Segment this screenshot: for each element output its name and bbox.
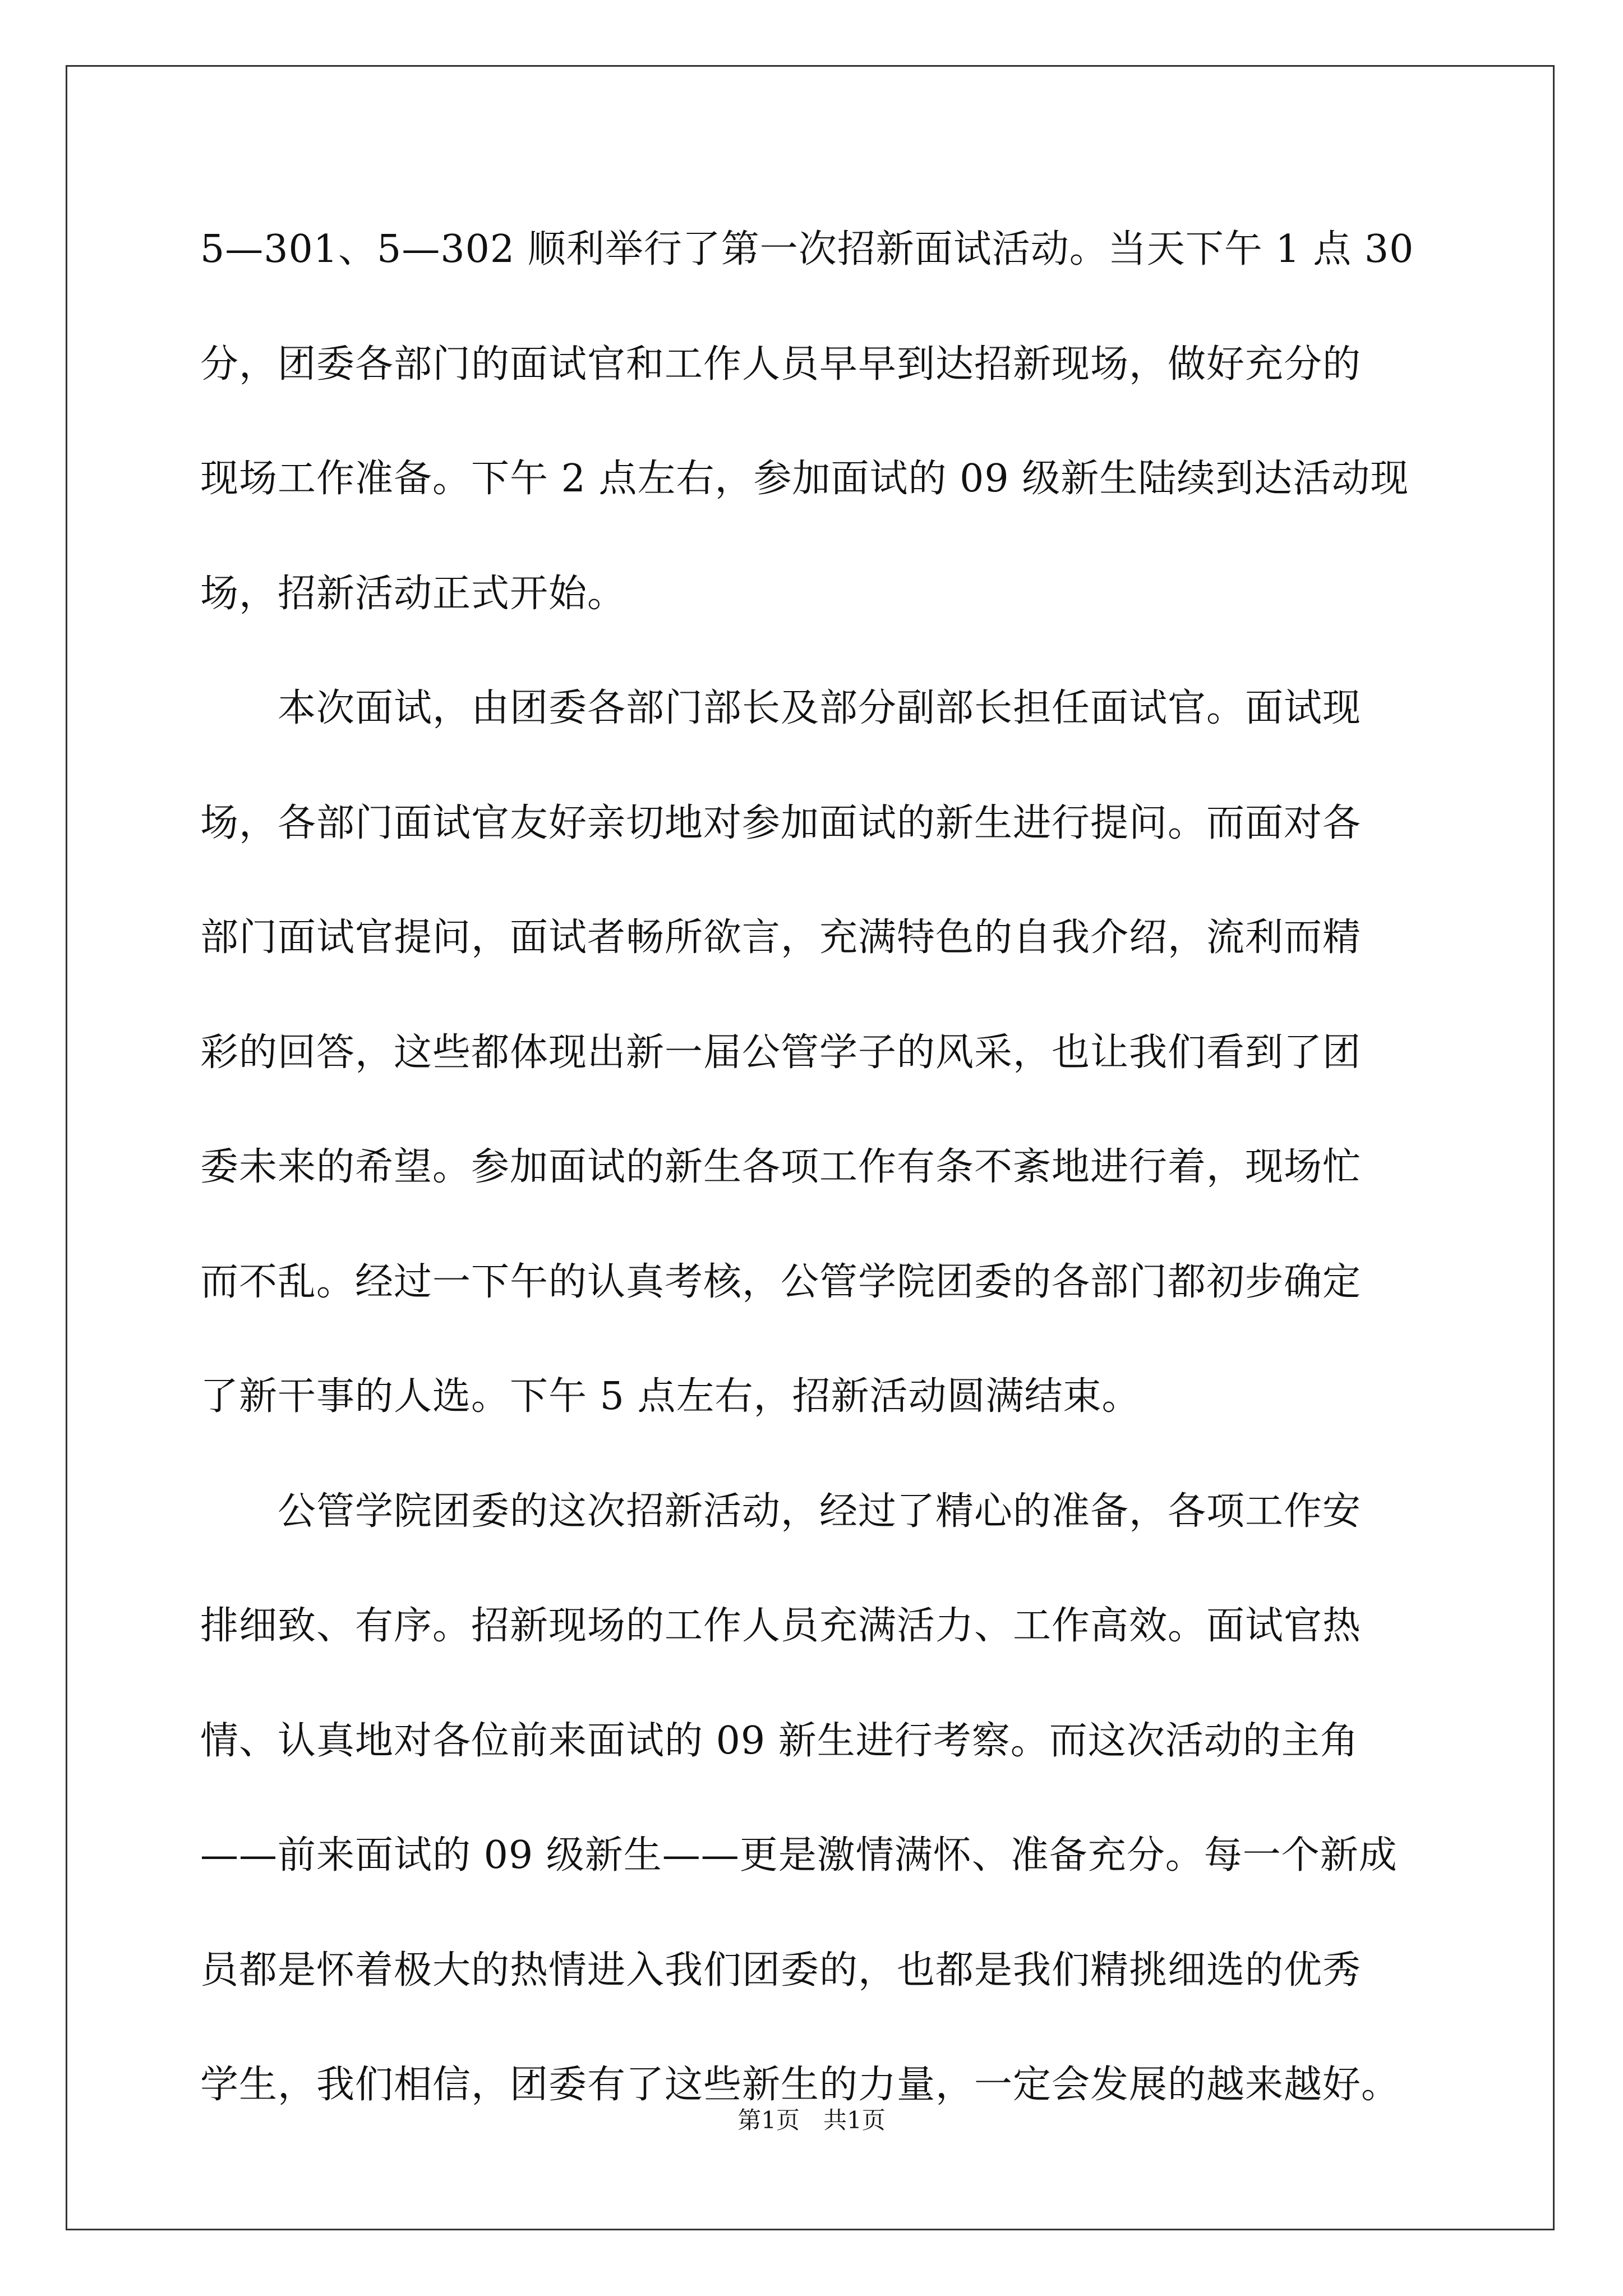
text-line-7: 部门面试官提问，面试者畅所欲言，充满特色的自我介绍，流利而精 (200, 915, 1362, 960)
page-number-footer: 第1页 共1页 (737, 2106, 886, 2134)
document-body (200, 222, 1445, 2172)
text-line-5: 本次面试，由团委各部门部长及部分副部长担任面试官。面试现 (200, 686, 1362, 730)
text-line-6: 场，各部门面试官友好亲切地对参加面试的新生进行提问。而面对各 (200, 800, 1362, 845)
text-line-16: 员都是怀着极大的热情进入我们团委的，也都是我们精挑细选的优秀 (200, 1948, 1362, 1993)
text-line-9: 委未来的希望。参加面试的新生各项工作有条不紊地进行着，现场忙 (200, 1145, 1362, 1189)
text-line-2: 分，团委各部门的面试官和工作人员早早到达招新现场，做好充分的 (200, 342, 1362, 386)
text-line-4: 场，招新活动正式开始。 (200, 571, 626, 616)
text-line-17: 学生，我们相信，团委有了这些新生的力量，一定会发展的越来越好。 (200, 2063, 1400, 2107)
text-line-12: 公管学院团委的这次招新活动，经过了精心的准备，各项工作安 (200, 1489, 1362, 1534)
text-line-15: ——前来面试的 09 级新生——更是激情满怀、准备充分。每一个新成 (200, 1833, 1398, 1878)
text-line-10: 而不乱。经过一下午的认真考核，公管学院团委的各部门都初步确定 (200, 1259, 1362, 1304)
text-line-1: 5—301、5—302 顺利举行了第一次招新面试活动。当天下午 1 点 30 (200, 227, 1414, 272)
text-line-8: 彩的回答，这些都体现出新一届公管学子的风采，也让我们看到了团 (200, 1030, 1362, 1075)
text-line-11: 了新干事的人选。下午 5 点左右，招新活动圆满结束。 (200, 1374, 1141, 1419)
text-line-3: 现场工作准备。下午 2 点左右，参加面试的 09 级新生陆续到达活动现 (200, 457, 1409, 501)
text-line-13: 排细致、有序。招新现场的工作人员充满活力、工作高效。面试官热 (200, 1604, 1362, 1648)
text-line-14: 情、认真地对各位前来面试的 09 新生进行考察。而这次活动的主角 (200, 1718, 1359, 1763)
